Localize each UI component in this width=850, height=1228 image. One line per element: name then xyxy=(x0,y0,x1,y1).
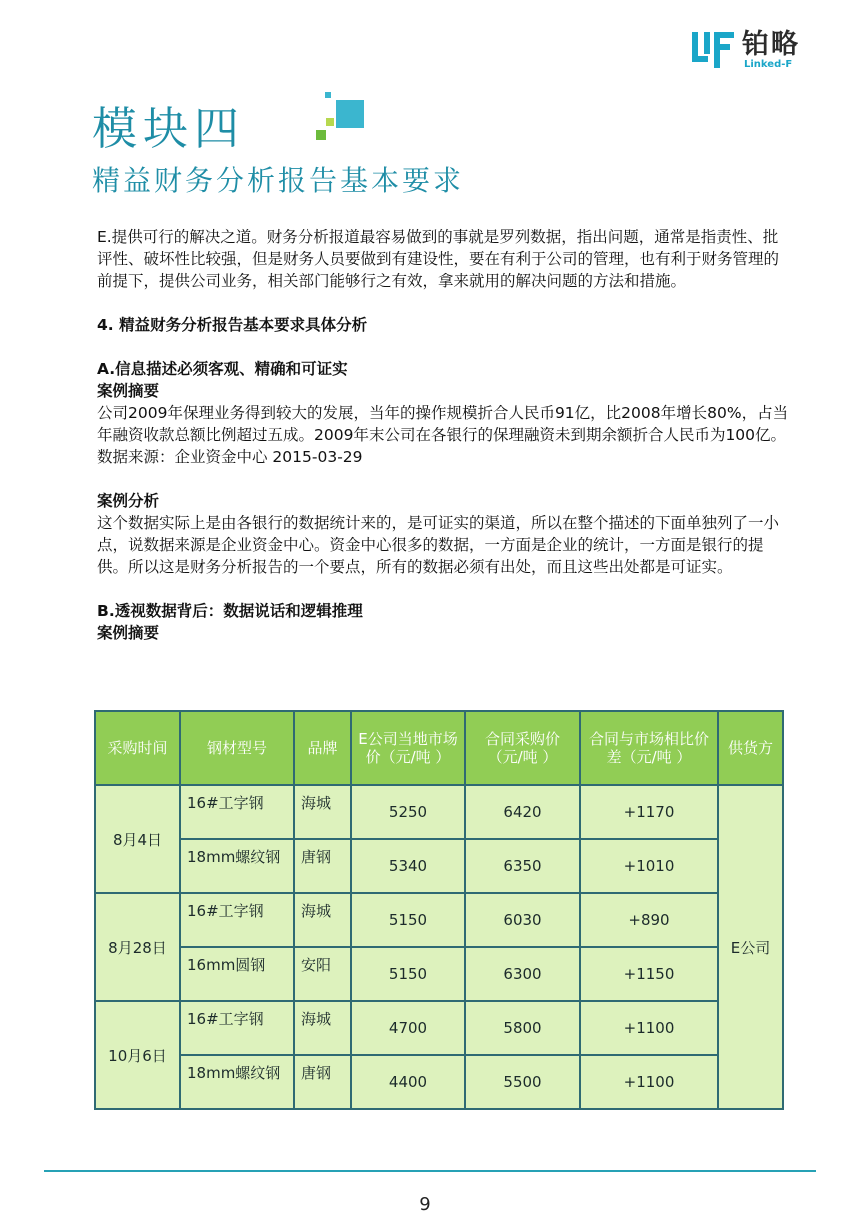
brand-name-cn: 铂略 xyxy=(742,29,800,60)
cell-date: 8月4日 xyxy=(95,785,180,893)
case-summary-label-b: 案例摘要 xyxy=(97,624,160,642)
page-number: 9 xyxy=(419,1194,431,1215)
data-source: 数据来源：企业资金中心 2015-03-29 xyxy=(97,448,363,466)
case-a-text: 公司2009年保理业务得到较大的发展，当年的操作规模折合人民币91亿，比2008年增长80%，占当年融资收款总额比例超过五成。2009年末公司在各银行的保理融资未到期余额折合人民币为100亿。 xyxy=(97,404,789,444)
cell-model: 18mm螺纹钢 xyxy=(180,839,294,893)
module-subtitle: 精益财务分析报告基本要求 xyxy=(92,164,465,197)
cell-price-diff: +1100 xyxy=(580,1055,718,1109)
cell-price-diff: +1010 xyxy=(580,839,718,893)
case-summary-label: 案例摘要 xyxy=(97,382,160,400)
cell-brand: 安阳 xyxy=(294,947,351,1001)
header-purchase-time: 采购时间 xyxy=(95,711,180,785)
cell-contract-price: 5500 xyxy=(465,1055,580,1109)
cell-model: 16mm圆钢 xyxy=(180,947,294,1001)
brand-logo xyxy=(692,30,808,72)
cell-brand: 唐钢 xyxy=(294,839,351,893)
header-brand: 品牌 xyxy=(294,711,351,785)
cell-price-diff: +1170 xyxy=(580,785,718,839)
table-row xyxy=(95,1055,783,1109)
cell-contract-price: 6030 xyxy=(465,893,580,947)
cell-contract-price: 6350 xyxy=(465,839,580,893)
cell-market-price: 5250 xyxy=(351,785,465,839)
cell-market-price: 4700 xyxy=(351,1001,465,1055)
table-row xyxy=(95,785,783,839)
cell-model: 16#工字钢 xyxy=(180,893,294,947)
header-contract-price: 合同采购价（元/吨 ） xyxy=(465,711,580,785)
header-supplier: 供货方 xyxy=(718,711,783,785)
module-title: 模块四 xyxy=(92,102,246,155)
cell-market-price: 5150 xyxy=(351,947,465,1001)
brand-logo-icon xyxy=(692,30,736,70)
heading-b: B.透视数据背后：数据说话和逻辑推理 xyxy=(97,602,363,620)
section-heading-4: 4. 精益财务分析报告基本要求具体分析 xyxy=(97,316,368,334)
cell-contract-price: 6420 xyxy=(465,785,580,839)
cell-supplier: E公司 xyxy=(718,785,783,1109)
cell-contract-price: 5800 xyxy=(465,1001,580,1055)
cell-brand: 唐钢 xyxy=(294,1055,351,1109)
paragraph-e: E.提供可行的解决之道。财务分析报道最容易做到的事就是罗列数据，指出问题，通常是指责性、批评性、破坏性比较强，但是财务人员要做到有建设性，要在有利于公司的管理，也有利于财务管理的前提下，提供公司业务，相关部门能够行之有效，拿来就用的解决问题的方法和措施。 xyxy=(97,228,780,290)
brand-name-en: Linked-F xyxy=(744,59,793,70)
header-price-diff: 合同与市场相比价差（元/吨 ） xyxy=(580,711,718,785)
body-content xyxy=(97,226,792,644)
cell-price-diff: +890 xyxy=(580,893,718,947)
cell-date: 10月6日 xyxy=(95,1001,180,1109)
cell-model: 16#工字钢 xyxy=(180,1001,294,1055)
table-row xyxy=(95,1001,783,1055)
cell-brand: 海城 xyxy=(294,1001,351,1055)
cell-model: 16#工字钢 xyxy=(180,785,294,839)
cell-market-price: 4400 xyxy=(351,1055,465,1109)
header-market-price: E公司当地市场价（元/吨 ） xyxy=(351,711,465,785)
table-row xyxy=(95,947,783,1001)
cell-brand: 海城 xyxy=(294,893,351,947)
cell-contract-price: 6300 xyxy=(465,947,580,1001)
cell-market-price: 5150 xyxy=(351,893,465,947)
cell-price-diff: +1150 xyxy=(580,947,718,1001)
heading-a: A.信息描述必须客观、精确和可证实 xyxy=(97,360,348,378)
cell-brand: 海城 xyxy=(294,785,351,839)
case-analysis-text: 这个数据实际上是由各银行的数据统计来的，是可证实的渠道，所以在整个描述的下面单独列了一小点，说数据来源是企业资金中心。资金中心很多的数据，一方面是企业的统计，一方面是银行的提供。所以这是财务分析报告的一个要点，所有的数据必须有出处，而且这些出处都是可证实。 xyxy=(97,514,780,576)
cell-market-price: 5340 xyxy=(351,839,465,893)
footer-divider xyxy=(44,1170,816,1172)
cell-price-diff: +1100 xyxy=(580,1001,718,1055)
cell-model: 18mm螺纹钢 xyxy=(180,1055,294,1109)
table-header-row xyxy=(95,711,783,785)
steel-purchase-table xyxy=(94,710,784,1110)
table-row xyxy=(95,893,783,947)
cell-date: 8月28日 xyxy=(95,893,180,1001)
table-row xyxy=(95,839,783,893)
case-analysis-label: 案例分析 xyxy=(97,492,160,510)
header-steel-model: 钢材型号 xyxy=(180,711,294,785)
